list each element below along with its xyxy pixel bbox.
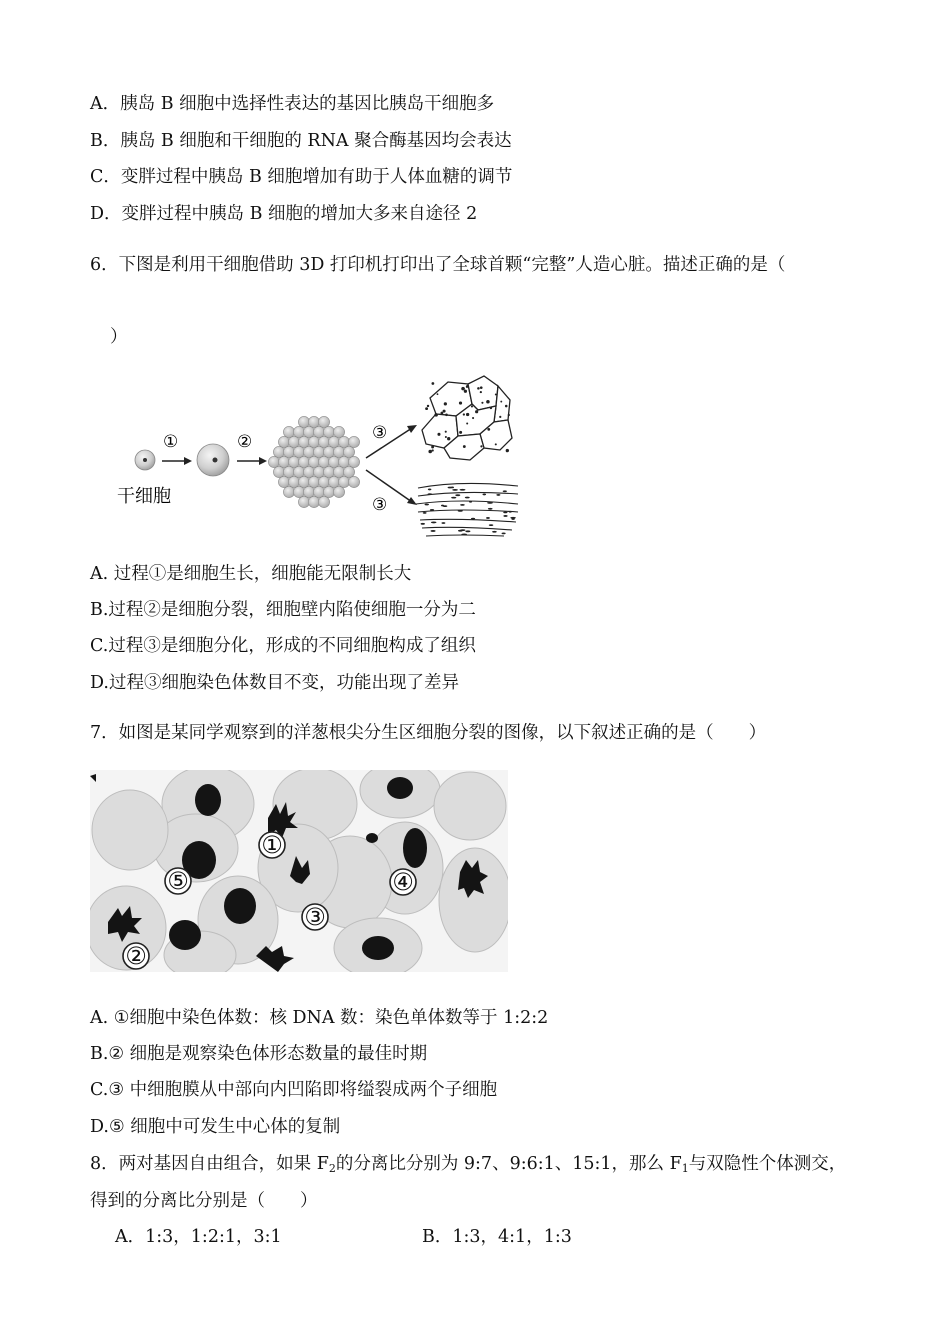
stem-cell-small — [135, 450, 155, 470]
q8-f2-subscript: 2 — [328, 1162, 336, 1175]
stem-cell-label: 干细胞 — [117, 486, 171, 507]
cell-label-1: ① — [261, 831, 283, 859]
q5-option-b: B．胰岛 B 细胞和干细胞的 RNA 聚合酶基因均会表达 — [90, 131, 512, 151]
q6-option-b: B.过程②是细胞分裂，细胞壁内陷使细胞一分为二 — [90, 600, 476, 620]
q8-option-a: A．1:3，1:2:1，3:1 — [115, 1227, 282, 1247]
step3-top-label: ③ — [372, 423, 388, 443]
stem-cell-diagram — [100, 370, 530, 542]
cell-cluster — [268, 416, 359, 507]
step2-label: ② — [237, 432, 253, 452]
step1-label: ① — [163, 432, 179, 452]
q8-option-b: B．1:3，4:1，1:3 — [422, 1227, 572, 1247]
q6-stem: 6．下图是利用干细胞借助 3D 打印机打印出了全球首颗“完整”人造心脏。描述正确的是（ — [90, 255, 786, 275]
arrow-step1 — [162, 457, 192, 465]
q6-option-c: C.过程③是细胞分化，形成的不同细胞构成了组织 — [90, 636, 476, 656]
q7-option-a: A. ①细胞中染色体数：核 DNA 数：染色单体数等于 1:2:2 — [90, 1008, 549, 1028]
cell-label-5: ⑤ — [167, 867, 189, 895]
q8-f1-subscript: 1 — [681, 1162, 689, 1175]
q8-stem-part1: 8．两对基因自由组合，如果 F — [90, 1154, 329, 1174]
cell-label-3: ③ — [304, 903, 326, 931]
q5-option-d: D．变胖过程中胰岛 B 细胞的增加大多来自途径 2 — [90, 204, 478, 224]
q8-stem-part2: 的分离比分别为 9:7、9:6:1、15:1，那么 F — [335, 1154, 682, 1174]
q5-option-c: C．变胖过程中胰岛 B 细胞增加有助于人体血糖的调节 — [90, 167, 513, 187]
q6-stem-close: ） — [110, 327, 128, 347]
polygonal-tissue — [422, 376, 512, 460]
q6-option-a: A. 过程①是细胞生长，细胞能无限制长大 — [90, 564, 412, 584]
q5-option-a: A．胰岛 B 细胞中选择性表达的基因比胰岛干细胞多 — [90, 94, 495, 114]
q8-stem-part3: 与双隐性个体测交， — [688, 1154, 847, 1174]
q7-option-c: C.③ 中细胞膜从中部向内凹陷即将缢裂成两个子细胞 — [90, 1080, 498, 1100]
q8-stem-line2: 得到的分离比分别是（ ） — [90, 1191, 318, 1211]
q7-stem: 7．如图是某同学观察到的洋葱根尖分生区细胞分裂的图像，以下叙述正确的是（ ） — [90, 723, 767, 743]
arrow-step2 — [237, 457, 267, 465]
onion-root-tip-micrograph — [90, 770, 508, 972]
stem-cell-grown — [197, 444, 229, 476]
cell-label-4: ④ — [392, 868, 414, 896]
q6-option-d: D.过程③细胞染色体数目不变，功能出现了差异 — [90, 673, 459, 693]
q8-stem-line1 — [90, 1152, 846, 1181]
cell-label-2: ② — [125, 942, 147, 970]
q7-option-d: D.⑤ 细胞中可发生中心体的复制 — [90, 1117, 341, 1137]
step3-bottom-label: ③ — [372, 495, 388, 515]
q7-option-b: B.② 细胞是观察染色体形态数量的最佳时期 — [90, 1044, 428, 1064]
